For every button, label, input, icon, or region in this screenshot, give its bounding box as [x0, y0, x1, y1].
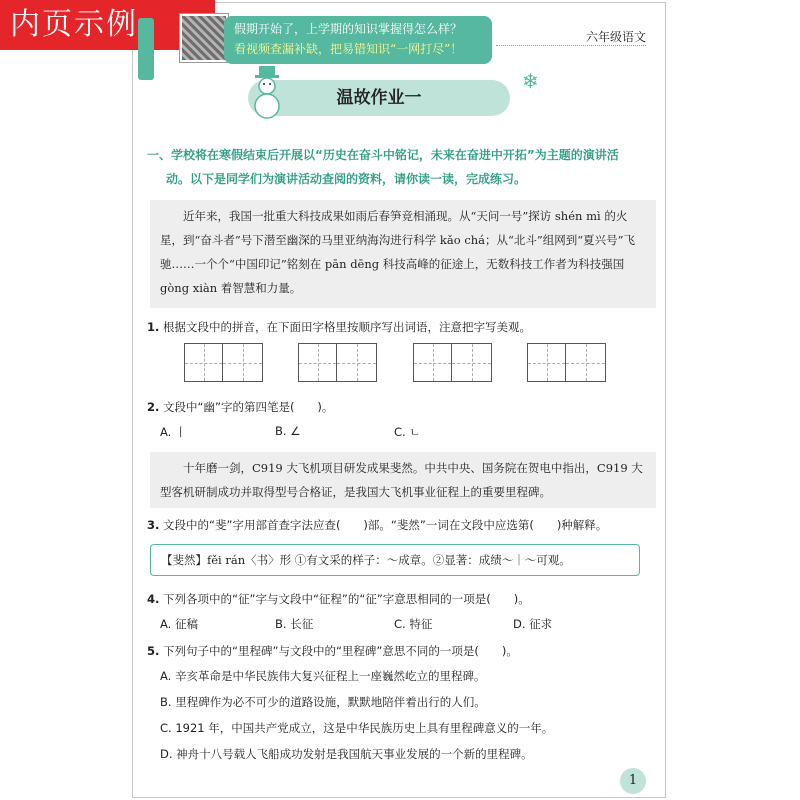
q4-option-c[interactable]: C. 特征: [394, 617, 433, 631]
side-tab: [138, 18, 154, 80]
sample-page-tag: 内页示例: [0, 0, 215, 50]
q5-option-c[interactable]: C. 1921 年，中国共产党成立，这是中华民族历史上具有里程碑意义的一年。: [160, 721, 554, 735]
q4-option-a[interactable]: A. 征稿: [160, 617, 198, 631]
passage-2: [150, 452, 656, 508]
section-heading-line-2: 动。以下是同学们为演讲活动查阅的资料，请你读一读，完成练习。: [166, 172, 527, 186]
question-1: [147, 318, 657, 336]
question-3-text: 文段中的“斐”字用部首查字法应查( )部。“斐然”一词在文段中应选第( )种解释。: [163, 518, 608, 532]
passage-1: [150, 200, 656, 308]
writing-grid-3[interactable]: [413, 343, 493, 383]
snowflake-icon: ❄: [522, 69, 539, 93]
question-number: 5.: [147, 644, 160, 658]
page-title: 温故作业一: [248, 80, 510, 116]
question-number: 4.: [147, 592, 160, 606]
q5-option-b[interactable]: B. 里程碑作为必不可少的道路设施，默默地陪伴着出行的人们。: [160, 695, 486, 709]
question-number: 3.: [147, 518, 160, 532]
question-number: 1.: [147, 320, 160, 334]
question-5-text: 下列句子中的“里程碑”与文段中的“里程碑”意思不同的一项是( )。: [163, 644, 518, 658]
banner-line-2: 看视频查漏补缺，把易错知识“一网打尽”！: [234, 42, 463, 56]
question-4: [147, 590, 657, 608]
question-2-text: 文段中“幽”字的第四笔是( )。: [163, 400, 334, 414]
q2-option-a[interactable]: A. 丨: [160, 425, 187, 439]
q2-option-c[interactable]: C. ㄴ: [394, 425, 421, 439]
q5-option-d[interactable]: D. 神舟十八号载人飞船成功发射是我国航天事业发展的一个新的里程碑。: [160, 747, 533, 761]
q4-option-b[interactable]: B. 长征: [275, 617, 314, 631]
writing-grid-1[interactable]: [184, 343, 264, 383]
question-5: [147, 642, 657, 660]
q2-option-b[interactable]: B. ∠: [275, 424, 301, 438]
q4-option-d[interactable]: D. 征求: [513, 617, 553, 631]
banner-line-1: 假期开始了，上学期的知识掌握得怎么样？: [234, 22, 463, 36]
page-number: 1: [620, 768, 646, 794]
question-3: [147, 516, 657, 534]
grade-label: 六年级语文: [496, 28, 646, 46]
passage-2-text: 十年磨一剑，C919 大飞机项目研发成果斐然。中共中央、国务院在贺电中指出，C919 大型客机研制成功并取得型号合格证，是我国大飞机事业征程上的重要里程碑。: [160, 461, 643, 499]
question-1-text: 根据文段中的拼音，在下面田字格里按顺序写出词语，注意把字写美观。: [163, 320, 532, 334]
question-number: 2.: [147, 400, 160, 414]
section-heading-line-1: 一、学校将在寒假结束后开展以“历史在奋斗中铭记，未来在奋进中开拓”为主题的演讲活: [147, 148, 619, 162]
passage-1-text: 近年来，我国一批重大科技成果如雨后春笋竞相涌现。从“天问一号”探访 shén mì 的火星，到“奋斗者”号下潜至幽深的马里亚纳海沟进行科学 kǎo chá；从“北斗”组网到“夏兴号”飞驰……一个个“中国印记”铭刻在 pān dēng 科技高峰的征途上，无数科技工作者为科技强国 gòng xiàn 着智慧和力量。: [160, 209, 636, 295]
q5-option-a[interactable]: A. 辛亥革命是中华民族伟大复兴征程上一座巍然屹立的里程碑。: [160, 669, 486, 683]
question-2: [147, 398, 657, 416]
dictionary-entry: 【斐然】fěi rán〈书〉形 ①有文采的样子：～成章。②显著：成绩～｜～可观。: [150, 544, 640, 576]
snowman-icon: [250, 64, 284, 120]
header-banner: [224, 16, 492, 64]
question-4-text: 下列各项中的“征”字与文段中“征程”的“征”字意思相同的一项是( )。: [163, 592, 530, 606]
qr-code: [180, 14, 228, 62]
writing-grid-4[interactable]: [527, 343, 607, 383]
writing-grid-2[interactable]: [298, 343, 378, 383]
